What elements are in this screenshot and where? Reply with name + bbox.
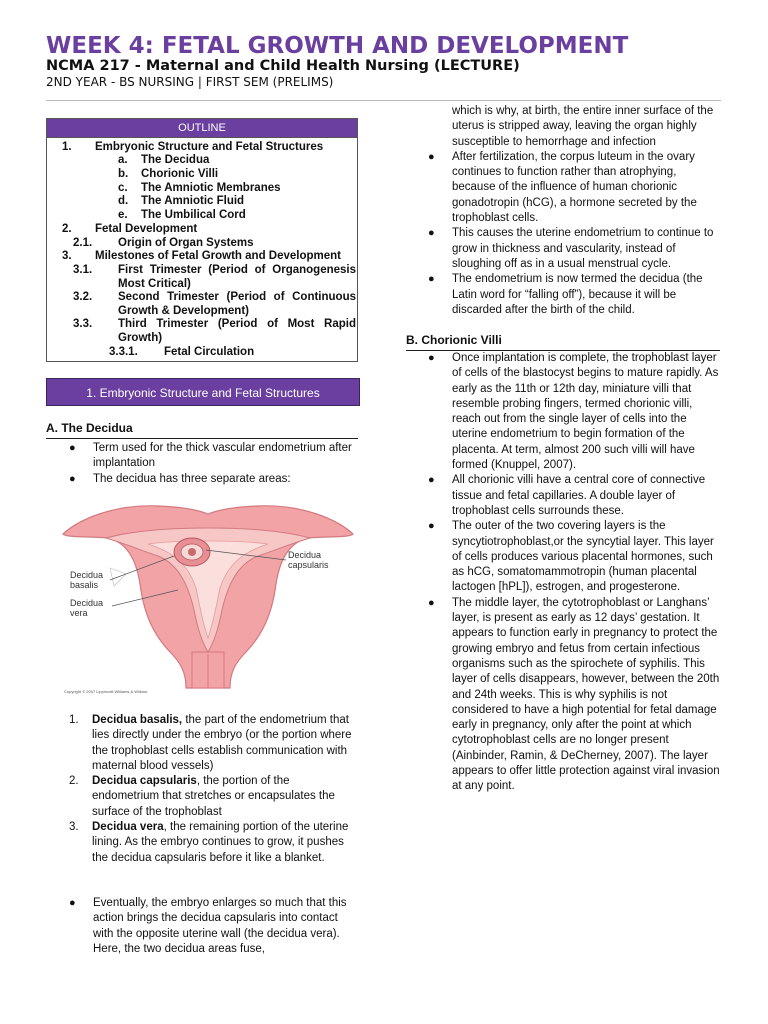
- list-item: 1. Decidua basalis, the part of the endometrium that lies directly under the embryo (or the portion where the trophoblast cells establish communication with maternal blood vessels): [69, 714, 352, 772]
- bullet-icon: ●: [69, 442, 76, 454]
- embryo-core: [188, 548, 196, 556]
- outline-item[interactable]: The Amniotic Fluid: [141, 195, 245, 207]
- course-meta: 2ND YEAR - BS NURSING | FIRST SEM (PRELIMS): [46, 75, 334, 89]
- outline-box: [46, 118, 358, 362]
- outline-num: 2.: [62, 223, 72, 235]
- label-basalis-1: Decidua: [70, 570, 104, 580]
- bullet-icon: ●: [428, 273, 435, 286]
- outline-num: 3.1.: [73, 264, 93, 276]
- list-item: 2. Decidua capsularis, the portion of the endometrium that stretches or encapsulates the surface of the trophoblast: [69, 775, 335, 818]
- subsection-heading-chorionic-villi: B. Chorionic Villi: [406, 333, 502, 347]
- outline-item[interactable]: Second Trimester (Period of Continuous Growth & Development): [118, 291, 356, 317]
- outline-item[interactable]: Origin of Organ Systems: [118, 237, 254, 249]
- list-item: 3. Decidua vera, the remaining portion of the uterine lining. As the embryo continues to grow, it pushes the decidua capsularis before it like a blanket.: [69, 821, 349, 864]
- outline-num: 3.2.: [73, 291, 93, 303]
- outline-num: b.: [118, 168, 129, 180]
- bullet-item: ● All chorionic villi have a central core of connective tissue and fetal capillaries. A double layer of trophoblast cells surrounds these.: [428, 474, 706, 517]
- outline-num: d.: [118, 195, 129, 207]
- outline-num: 3.: [62, 250, 72, 262]
- decidua-diagram: [58, 492, 358, 694]
- outline-item[interactable]: Milestones of Fetal Growth and Development: [95, 250, 342, 262]
- villi-bullets: [428, 351, 720, 795]
- subsection-rule: [46, 438, 358, 439]
- header-divider: [46, 100, 721, 101]
- subsection-heading-decidua: A. The Decidua: [46, 421, 133, 435]
- bullet-icon: ●: [69, 472, 76, 485]
- outline-item[interactable]: Fetal Development: [95, 223, 198, 235]
- bullet-item: ● The decidua has three separate areas:: [69, 472, 359, 487]
- outline-item[interactable]: Chorionic Villi: [141, 168, 219, 180]
- outline-item[interactable]: The Amniotic Membranes: [141, 182, 281, 194]
- bullet-icon: ●: [428, 352, 435, 364]
- bullet-icon: ●: [69, 897, 76, 909]
- outline-item[interactable]: Third Trimester (Period of Most Rapid Growth): [118, 318, 356, 344]
- outline-num: 3.3.1.: [109, 346, 138, 358]
- bullet-icon: ●: [428, 596, 435, 609]
- right-column-top: [428, 104, 720, 318]
- decidua-bullets: [69, 441, 359, 487]
- decidua-numbered-list: [69, 713, 359, 866]
- bullet-item: ● The middle layer, the cytotrophoblast or Langhans’ layer, is present as early as 12 days’ gestation. It appears to function early in pregnancy to protect the growing embryo and fetus from certain infectious organisms such as the spirochete of syphilis. This layer of cells disappears, however, between the 20th and 24th weeks. This is why syphilis is not considered to have a high potential for fetal damage early in pregnancy, only after the point at which cytotrophoblast cells are no longer present (Ainbinder, Ramin, & DeCherney, 2007). The layer appears to offer little protection against viral invasion at any point.: [428, 596, 720, 793]
- bullet-item: ● The outer of the two covering layers is the syncytiotrophoblast,or the syncytial layer. This layer of cells produces various placental hormones, such as hCG, somatomammotropin (human placental lactogen [hPL]), estrogen, and progesterone.: [428, 520, 714, 594]
- outline-item[interactable]: The Umbilical Cord: [141, 209, 246, 221]
- label-vera-2: vera: [70, 608, 88, 618]
- label-capsularis-2: capsularis: [288, 560, 329, 570]
- outline-num: 1.: [62, 141, 72, 153]
- bullet-icon: ●: [428, 227, 435, 240]
- outline-heading: OUTLINE: [47, 119, 357, 138]
- bullet-item: ● Term used for the thick vascular endometrium after implantation: [69, 442, 352, 470]
- bullet-item: ● The endometrium is now termed the decidua (the Latin word for “falling off”), because it will be discarded after the birth of the child.: [428, 273, 703, 316]
- section-banner: 1. Embryonic Structure and Fetal Structures: [46, 378, 360, 406]
- bullet-item: ● Once implantation is complete, the trophoblast layer of cells of the blastocyst begins to mature rapidly. As early as the 11th or 12th day, miniature villi that resemble probing fingers, termed chorionic villi, reach out from the single layer of cells into the uterine endometrium to begin formation of the placenta. At term, almost 200 such villi will have formed (Knuppel, 2007).: [428, 352, 719, 472]
- outline-num: 3.3.: [73, 318, 93, 330]
- label-basalis-2: basalis: [70, 580, 99, 590]
- label-capsularis-1: Decidua: [288, 550, 322, 560]
- bullet-icon: ●: [428, 520, 435, 533]
- outline-num: c.: [118, 182, 128, 194]
- bullet-item: ● After fertilization, the corpus luteum in the ovary continues to function rather than atrophying, because of the influence of human chorionic gonadotropin (hCG), a hormone secreted by the trophoblast cells.: [428, 150, 697, 225]
- bullet-icon: ●: [428, 150, 435, 163]
- bullet-item: ● Eventually, the embryo enlarges so much that this action brings the decidua capsularis into contact with the opposite uterine wall (the decidua vera). Here, the two decidua areas fuse,: [69, 897, 347, 955]
- course-title: NCMA 217 - Maternal and Child Health Nursing (LECTURE): [46, 58, 520, 74]
- outline-item[interactable]: Fetal Circulation: [164, 346, 255, 358]
- outline-item[interactable]: Embryonic Structure and Fetal Structures: [95, 141, 324, 153]
- figure-copyright: Copyright © 2007 Lippincott Williams & Wilkins.: [64, 689, 149, 694]
- eventually-bullet: [69, 896, 359, 957]
- bullet-item: ● This causes the uterine endometrium to continue to grow in thickness and vascularity, instead of sloughing off as in a usual menstrual cycle.: [428, 227, 714, 270]
- outline-item[interactable]: The Decidua: [141, 154, 210, 166]
- label-vera-1: Decidua: [70, 598, 104, 608]
- page-title: WEEK 4: FETAL GROWTH AND DEVELOPMENT: [46, 33, 629, 59]
- outline-num: a.: [118, 154, 128, 166]
- outline-item[interactable]: First Trimester (Period of Organogenesis Most Critical): [118, 264, 356, 290]
- outline-num: 2.1.: [73, 237, 93, 249]
- bullet-icon: ●: [428, 474, 435, 487]
- outline-num: e.: [118, 209, 128, 221]
- continuation-text: which is why, at birth, the entire inner surface of the uterus is stripped away, leaving the organ highly susceptible to hemorrhage and infection: [452, 105, 714, 148]
